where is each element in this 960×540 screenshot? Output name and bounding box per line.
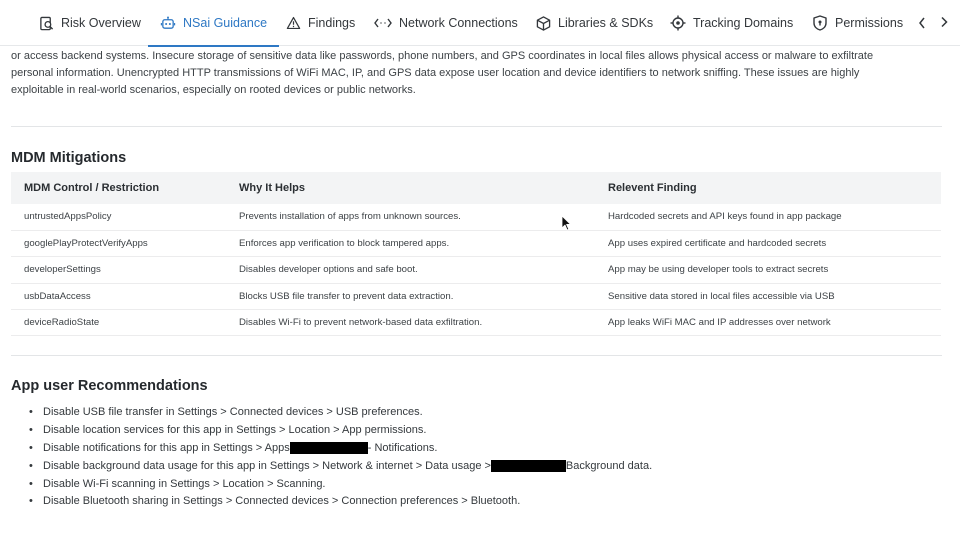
section-divider (11, 126, 942, 127)
cube-icon (535, 15, 551, 31)
tab-findings[interactable] (285, 0, 355, 46)
text-line: exploitable in real-world scenarios, especially on rooted devices or public networks. (11, 84, 416, 96)
guidance-content (11, 46, 942, 511)
table-cell: developerSettings (11, 257, 226, 283)
column-header: Why It Helps (239, 182, 306, 194)
column-header: MDM Control / Restriction (24, 182, 160, 194)
partial-tab-icon (918, 15, 926, 31)
table-header-row (11, 172, 941, 204)
list-item-text: - Notifications. (367, 442, 438, 455)
text-line: personal information. Unencrypted HTTP transmissions of WiFi MAC, IP, and GPS data expose user location and device identifiers to network sniffing. These issues are highly (11, 67, 860, 79)
table-cell: App uses expired certificate and hardcoded secrets (595, 230, 941, 256)
list-item-text: Background data. (565, 459, 653, 472)
tabs-scroll-right-button[interactable] (935, 0, 953, 46)
tab-risk-overview[interactable] (38, 0, 141, 46)
table-cell: usbDataAccess (11, 283, 226, 309)
table-cell: untrustedAppsPolicy (11, 204, 226, 230)
section-divider (11, 355, 942, 356)
redaction-bar (290, 442, 368, 454)
risk-overview-icon (38, 15, 54, 31)
list-item-text: Disable Wi-Fi scanning in Settings > Location > Scanning. (43, 477, 326, 490)
list-item (11, 422, 942, 440)
table-cell: Disables developer options and safe boot. (226, 257, 595, 283)
list-item (11, 476, 942, 494)
list-item (11, 458, 942, 476)
tab-nsai-guidance[interactable] (160, 0, 267, 46)
tab-label: Tracking Domains (693, 16, 794, 30)
mouse-cursor-icon (561, 215, 571, 231)
list-item-text: Disable location services for this app in Settings > Location > App permissions. (43, 424, 427, 437)
table-row (11, 310, 941, 336)
redaction-bar (491, 460, 566, 472)
table-cell: Blocks USB file transfer to prevent data extraction. (226, 283, 595, 309)
tab-label: Findings (308, 16, 356, 30)
table-cell: Disables Wi-Fi to prevent network-based data exfiltration. (226, 310, 595, 336)
list-item-text: Disable notifications for this app in Settings > Apps (43, 442, 290, 455)
table-row (11, 204, 941, 230)
tracking-icon (670, 15, 686, 31)
tab-label: Libraries & SDKs (558, 16, 654, 30)
tab-partial[interactable] (918, 0, 926, 46)
recommendations-section-title: App user Recommendations (11, 378, 208, 395)
shield-icon (812, 15, 828, 31)
table-row (11, 230, 941, 256)
mdm-table (11, 172, 941, 336)
table-cell: Enforces app verification to block tampered apps. (226, 230, 595, 256)
table-cell: App leaks WiFi MAC and IP addresses over network (595, 310, 941, 336)
recommendations-list (11, 404, 942, 511)
tab-label: NSai Guidance (183, 16, 268, 30)
tab-tracking-domains[interactable] (670, 0, 793, 46)
table-cell: Sensitive data stored in local files accessible via USB (595, 283, 941, 309)
table-cell: deviceRadioState (11, 310, 226, 336)
tab-label: Network Connections (399, 16, 518, 30)
table-row (11, 283, 941, 309)
code-arrows-icon (374, 15, 392, 31)
list-item (11, 440, 942, 458)
table-cell: googlePlayProtectVerifyApps (11, 230, 226, 256)
column-header: Relevent Finding (608, 182, 697, 194)
tab-bar (0, 0, 960, 46)
table-cell: Hardcoded secrets and API keys found in app package (595, 204, 941, 230)
text-line: or access backend systems. Insecure storage of sensitive data like passwords, phone numbers, and GPS coordinates in local files allows physical access or malware to exfiltrate (11, 50, 874, 62)
robot-icon (160, 15, 176, 31)
table-cell: App may be using developer tools to extract secrets (595, 257, 941, 283)
table-cell: Prevents installation of apps from unknown sources. (226, 204, 595, 230)
list-item-text: Disable background data usage for this app in Settings > Network & internet > Data usage > (43, 459, 491, 472)
assessment-text (11, 46, 942, 99)
tab-permissions[interactable] (812, 0, 903, 46)
list-item-text: Disable Bluetooth sharing in Settings > Connected devices > Connection preferences > Bluetooth. (43, 495, 521, 508)
mdm-section-title: MDM Mitigations (11, 150, 127, 166)
warning-icon (285, 15, 301, 31)
list-item (11, 404, 942, 422)
list-item (11, 493, 942, 511)
tab-label: Risk Overview (61, 16, 141, 30)
tab-network-connections[interactable] (374, 0, 518, 46)
chevron-right-icon (940, 15, 948, 31)
list-item-text: Disable USB file transfer in Settings > Connected devices > USB preferences. (43, 406, 423, 419)
tab-libraries-sdks[interactable] (535, 0, 653, 46)
table-row (11, 257, 941, 283)
tab-label: Permissions (835, 16, 904, 30)
